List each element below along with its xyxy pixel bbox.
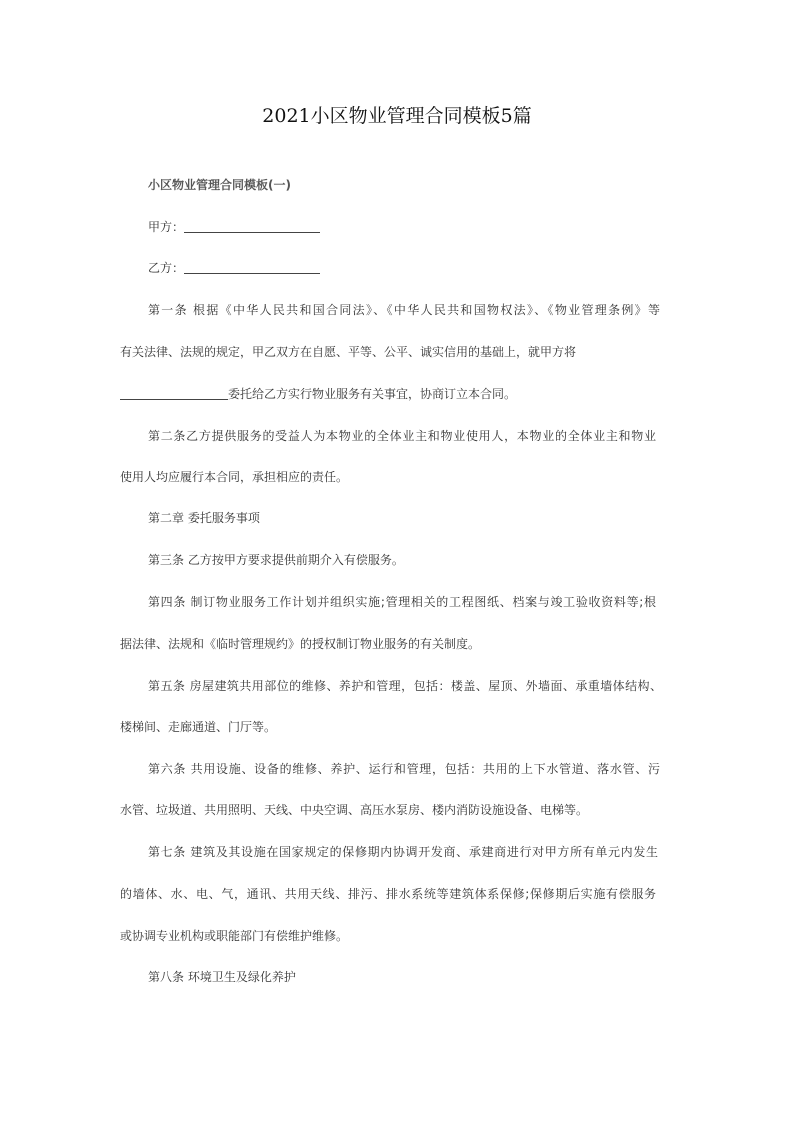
article-5-line-1: 第五条 房屋建筑共用部位的维修、养护和管理，包括：楼盖、屋顶、外墙面、承重墙体结构、	[148, 679, 662, 693]
entrusted-property-blank	[120, 386, 228, 400]
party-a-blank	[184, 219, 320, 233]
article-5-line-2: 楼梯间、走廊通道、门厅等。	[120, 720, 277, 734]
article-7-line-2: 的墙体、水、电、气，通讯、共用天线、排污、排水系统等建筑体系保修;保修期后实施有偿服务	[120, 887, 656, 901]
article-6-line-2: 水管、垃圾道、共用照明、天线、中央空调、高压水泵房、楼内消防设施设备、电梯等。	[120, 803, 589, 817]
document-title: 2021小区物业管理合同模板5篇	[262, 105, 532, 127]
article-1-line-3	[120, 385, 516, 403]
article-1-line-1: 第一条 根据《中华人民共和国合同法》、《中华人民共和国物权法》、《物业管理条例》等	[148, 303, 660, 317]
article-2-line-1: 第二条乙方提供服务的受益人为本物业的全体业主和物业使用人，本物业的全体业主和物业	[148, 429, 656, 443]
article-4-line-2: 据法律、法规和《临时管理规约》的授权制订物业服务的有关制度。	[120, 637, 481, 651]
party-a-line	[148, 218, 320, 236]
party-b-blank	[184, 260, 320, 274]
article-4-line-1: 第四条 制订物业服务工作计划并组织实施;管理相关的工程图纸、档案与竣工验收资料等;根	[148, 595, 656, 609]
article-7-line-3: 或协调专业机构或职能部门有偿维护维修。	[120, 929, 349, 943]
article-8-line: 第八条 环境卫生及绿化养护	[148, 970, 296, 984]
article-1-line-2: 有关法律、法规的规定，甲乙双方在自愿、平等、公平、诚实信用的基础上，就甲方将	[120, 345, 577, 359]
section-heading: 小区物业管理合同模板(一)	[148, 178, 291, 192]
party-b-label: 乙方：	[148, 261, 185, 275]
party-b-line	[148, 259, 320, 277]
article-7-line-1: 第七条 建筑及其设施在国家规定的保修期内协调开发商、承建商进行对甲方所有单元内发生	[148, 845, 658, 859]
article-2-line-2: 使用人均应履行本合同，承担相应的责任。	[120, 470, 349, 484]
article-6-line-1: 第六条 共用设施、设备的维修、养护、运行和管理，包括：共用的上下水管道、落水管、污	[148, 762, 660, 776]
party-a-label: 甲方：	[148, 220, 185, 234]
chapter-2-heading: 第二章 委托服务事项	[148, 511, 260, 525]
article-3-line: 第三条 乙方按甲方要求提供前期介入有偿服务。	[148, 553, 404, 567]
article-1-line-3-text: 委托给乙方实行物业服务有关事宜，协商订立本合同。	[228, 387, 517, 401]
